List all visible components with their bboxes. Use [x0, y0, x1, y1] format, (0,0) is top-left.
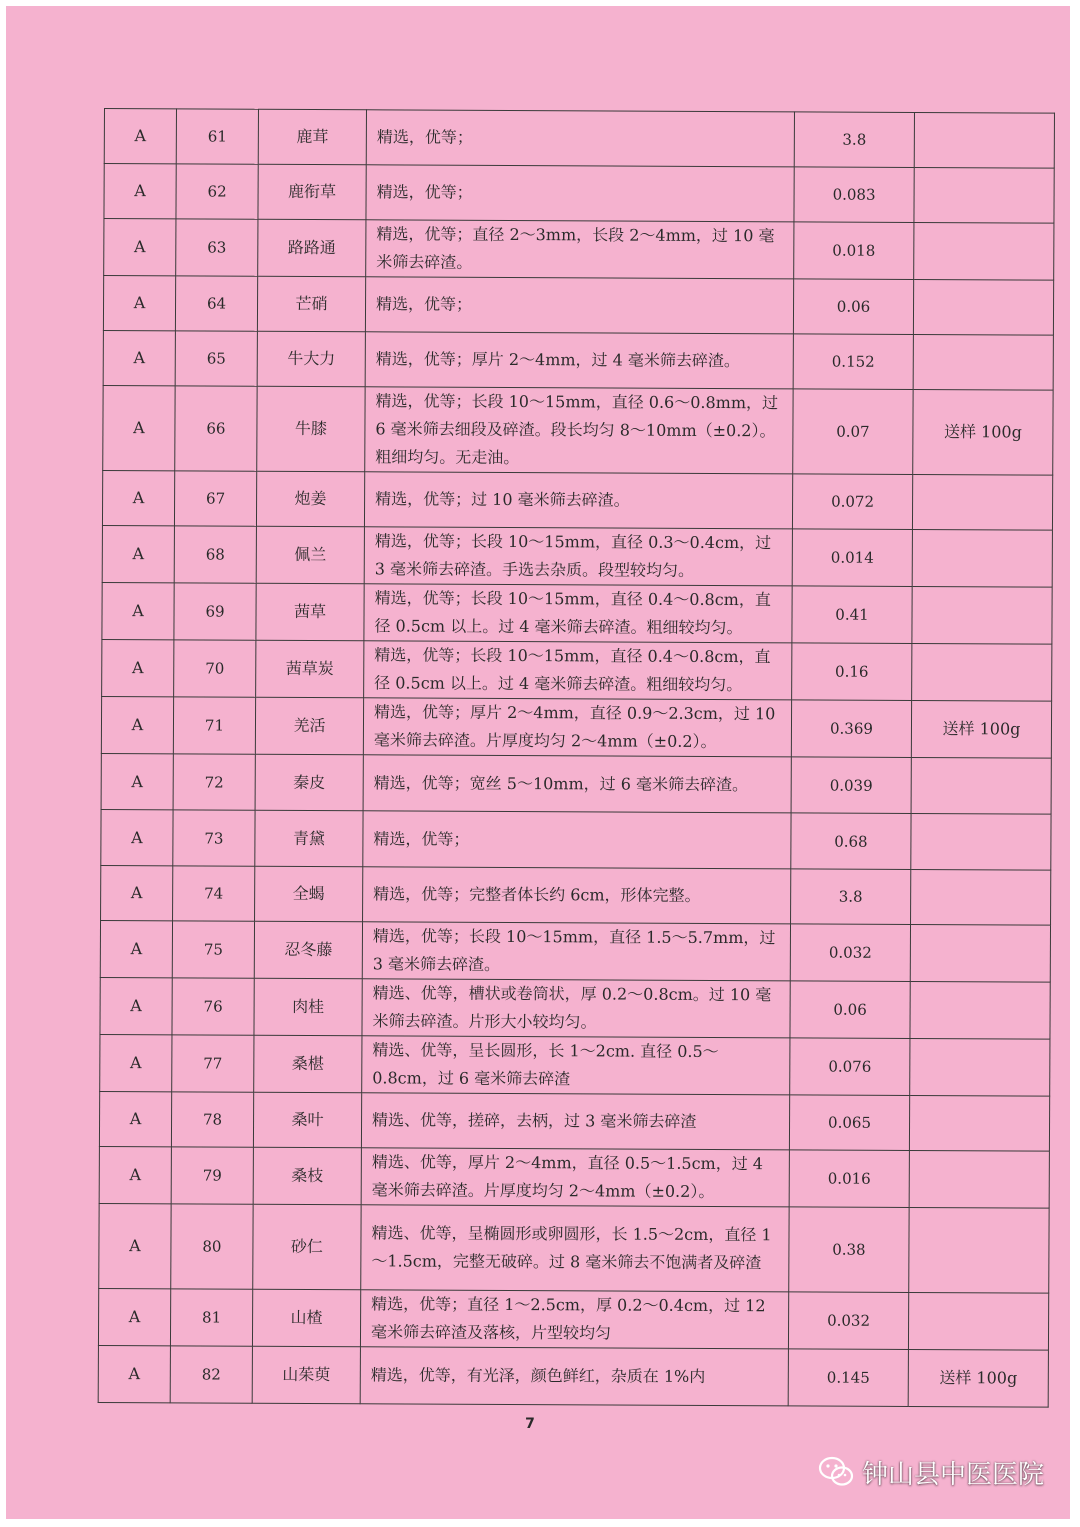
- table-row: [102, 525, 1052, 587]
- row-specification: 精选、优等，呈椭圆形或卵圆形，长 1.5～2cm，直径 1～1.5cm，完整无破碎。过 8 毫米筛去不饱满者及碎渣: [361, 1205, 789, 1292]
- row-number: 61: [176, 109, 258, 164]
- watermark-text: 钟山县中医医院: [862, 1459, 1045, 1490]
- row-number: 70: [174, 640, 256, 697]
- row-specification: 精选，优等；: [365, 277, 793, 334]
- row-specification: 精选，优等；宽丝 5～10mm，过 6 毫米筛去碎渣。: [363, 755, 791, 813]
- row-grade: A: [101, 753, 173, 809]
- row-number: 72: [173, 754, 255, 810]
- row-price: 0.369: [791, 700, 911, 758]
- row-note: [911, 757, 1051, 814]
- row-number: 65: [175, 331, 257, 386]
- row-herb-name: 炮姜: [256, 471, 364, 527]
- row-herb-name: 山茱萸: [252, 1346, 360, 1404]
- row-note: [909, 1207, 1049, 1293]
- row-number: 63: [176, 219, 258, 276]
- row-number: 67: [174, 471, 256, 526]
- row-herb-name: 茜草: [256, 583, 364, 641]
- row-specification: 精选，优等；: [363, 811, 791, 869]
- page-number: 7: [525, 1416, 535, 1432]
- row-price: 0.076: [790, 1038, 910, 1096]
- row-price: 0.014: [792, 529, 912, 587]
- row-number: 68: [174, 526, 256, 583]
- row-price: 0.072: [792, 474, 912, 530]
- row-specification: 精选、优等，厚片 2～4mm，直径 0.5～1.5cm，过 4 毫米筛去碎渣。片厚度均匀 2～4mm（±0.2）。: [361, 1148, 789, 1207]
- row-price: 0.68: [791, 813, 911, 870]
- table-row: [104, 109, 1054, 169]
- row-herb-name: 路路通: [258, 219, 366, 277]
- row-specification: 精选，优等；过 10 毫米筛去碎渣。: [364, 472, 792, 529]
- table-row: [103, 276, 1053, 336]
- row-specification: 精选，优等；: [366, 165, 794, 222]
- row-specification: 精选、优等，搓碎，去柄，过 3 毫米筛去碎渣: [361, 1093, 789, 1150]
- row-number: 74: [173, 866, 255, 921]
- row-number: 66: [175, 386, 257, 471]
- row-note: 送样 100g: [908, 1349, 1048, 1407]
- row-herb-name: 桑枝: [253, 1147, 361, 1205]
- row-number: 76: [172, 978, 254, 1035]
- table-row: [98, 1345, 1048, 1407]
- row-price: 0.07: [793, 389, 913, 475]
- table-row: [99, 1146, 1049, 1208]
- row-price: 3.8: [791, 869, 911, 925]
- row-grade: A: [98, 1288, 170, 1345]
- row-herb-name: 砂仁: [253, 1204, 361, 1290]
- row-note: [909, 1150, 1049, 1208]
- row-grade: A: [102, 470, 174, 525]
- row-grade: A: [102, 639, 174, 696]
- row-herb-name: 牛大力: [257, 331, 365, 387]
- table-body: [98, 109, 1054, 1408]
- row-price: 0.152: [793, 334, 913, 390]
- row-note: [909, 1095, 1049, 1151]
- row-herb-name: 青黛: [255, 810, 363, 867]
- row-price: 0.032: [790, 924, 910, 982]
- row-note: [913, 334, 1053, 390]
- row-number: 73: [173, 810, 255, 866]
- row-note: [912, 586, 1052, 644]
- row-specification: 精选，优等；完整者体长约 6cm，形体完整。: [363, 867, 791, 924]
- row-number: 80: [171, 1204, 253, 1289]
- table-row: [100, 977, 1050, 1039]
- row-herb-name: 茜草炭: [256, 640, 364, 698]
- row-grade: A: [99, 1146, 171, 1203]
- row-number: 75: [172, 921, 254, 978]
- row-specification: 精选、优等，呈长圆形，长 1～2cm. 直径 0.5～0.8cm，过 6 毫米筛去碎渣: [362, 1036, 790, 1095]
- row-price: 0.38: [789, 1207, 909, 1293]
- row-grade: A: [104, 164, 176, 219]
- row-note: [911, 869, 1051, 925]
- row-herb-name: 鹿茸: [258, 109, 366, 165]
- table-row: [98, 1288, 1048, 1350]
- row-price: 0.083: [794, 167, 914, 223]
- row-herb-name: 山楂: [252, 1289, 360, 1347]
- row-herb-name: 秦皮: [255, 754, 363, 811]
- row-grade: A: [100, 1034, 172, 1091]
- row-number: 62: [176, 164, 258, 219]
- row-number: 69: [174, 583, 256, 640]
- row-specification: 精选，优等；长段 10～15mm，直径 0.6～0.8mm，过 6 毫米筛去细段及碎渣。段长均匀 8～10mm（±0.2）。粗细均匀。无走油。: [365, 387, 793, 474]
- row-note: [914, 222, 1054, 280]
- row-note: [912, 474, 1052, 530]
- row-price: 0.06: [790, 981, 910, 1039]
- row-note: 送样 100g: [911, 700, 1051, 758]
- row-specification: 精选，优等；长段 10～15mm，直径 0.3～0.4cm，过 3 毫米筛去碎渣。手选去杂质。段型较均匀。: [364, 527, 792, 586]
- table-row: [101, 753, 1051, 814]
- table-row: [103, 330, 1053, 390]
- row-herb-name: 佩兰: [256, 526, 364, 584]
- row-specification: 精选，优等；直径 2～3mm，长段 2～4mm，过 10 毫米筛去碎渣。: [366, 220, 794, 279]
- row-herb-name: 芒硝: [257, 276, 365, 332]
- row-grade: A: [103, 276, 175, 331]
- wechat-icon: [818, 1456, 854, 1488]
- row-herb-name: 桑叶: [253, 1092, 361, 1148]
- table-row: [104, 219, 1054, 281]
- row-grade: A: [100, 977, 172, 1034]
- row-grade: A: [101, 696, 173, 753]
- row-specification: 精选，优等；厚片 2～4mm，直径 0.9～2.3cm，过 10 毫米筛去碎渣。片厚度均匀 2～4mm（±0.2）。: [363, 698, 791, 757]
- row-price: 0.41: [792, 586, 912, 644]
- row-note: [913, 279, 1053, 335]
- table-row: [101, 696, 1051, 758]
- table-row: [101, 809, 1051, 870]
- row-note: [910, 924, 1050, 982]
- table-row: [102, 470, 1052, 530]
- row-specification: 精选，优等；长段 10～15mm，直径 0.4～0.8cm，直径 0.5cm 以上。过 4 毫米筛去碎渣。粗细较均匀。: [364, 641, 792, 700]
- row-herb-name: 全蝎: [255, 866, 363, 922]
- row-price: 0.06: [793, 279, 913, 335]
- row-specification: 精选，优等；厚片 2～4mm，过 4 毫米筛去碎渣。: [365, 332, 793, 389]
- row-number: 81: [170, 1289, 252, 1346]
- row-grade: A: [100, 920, 172, 977]
- table-row: [102, 639, 1052, 701]
- row-herb-name: 肉桂: [254, 978, 362, 1036]
- table-row: [103, 385, 1053, 475]
- row-note: 送样 100g: [913, 389, 1053, 475]
- row-note: [914, 167, 1054, 223]
- row-number: 82: [170, 1346, 252, 1403]
- row-grade: A: [103, 385, 175, 470]
- row-specification: 精选，优等；长段 10～15mm，直径 0.4～0.8cm，直径 0.5cm 以上。过 4 毫米筛去碎渣。粗细较均匀。: [364, 584, 792, 643]
- row-grade: A: [101, 865, 173, 920]
- row-number: 79: [171, 1147, 253, 1204]
- row-herb-name: 鹿衔草: [258, 164, 366, 220]
- row-specification: 精选、优等，槽状或卷筒状，厚 0.2～0.8cm。过 10 毫米筛去碎渣。片形大小较均匀。: [362, 979, 790, 1038]
- row-grade: A: [102, 525, 174, 582]
- table-row: [100, 1034, 1050, 1096]
- row-specification: 精选，优等；长段 10～15mm，直径 1.5～5.7mm，过 3 毫米筛去碎渣。: [362, 922, 790, 981]
- row-price: 0.065: [789, 1095, 909, 1151]
- row-number: 64: [175, 276, 257, 331]
- row-grade: A: [104, 109, 176, 164]
- row-number: 77: [172, 1035, 254, 1092]
- row-grade: A: [99, 1203, 171, 1288]
- row-grade: A: [102, 582, 174, 639]
- row-herb-name: 桑椹: [254, 1035, 362, 1093]
- row-note: [910, 981, 1050, 1039]
- table-row: [99, 1091, 1049, 1151]
- row-specification: 精选，优等，有光泽，颜色鲜红，杂质在 1%内: [360, 1347, 788, 1406]
- table-row: [102, 582, 1052, 644]
- table-row: [99, 1203, 1049, 1293]
- row-price: 0.145: [788, 1349, 908, 1407]
- row-number: 78: [171, 1092, 253, 1147]
- row-note: [911, 813, 1051, 870]
- watermark: [818, 1452, 1044, 1492]
- row-grade: A: [103, 330, 175, 385]
- row-price: 3.8: [794, 112, 914, 168]
- row-grade: A: [99, 1091, 171, 1146]
- row-herb-name: 忍冬藤: [254, 921, 362, 979]
- row-grade: A: [104, 219, 176, 276]
- row-specification: 精选，优等；直径 1～2.5cm，厚 0.2～0.4cm，过 12 毫米筛去碎渣及落核，片型较均匀: [360, 1290, 788, 1349]
- row-price: 0.016: [789, 1150, 909, 1208]
- row-herb-name: 羌活: [255, 697, 363, 755]
- row-specification: 精选，优等；: [366, 110, 794, 167]
- row-note: [914, 112, 1054, 168]
- row-note: [908, 1292, 1048, 1350]
- row-price: 0.16: [792, 643, 912, 701]
- table-row: [100, 920, 1050, 982]
- row-note: [912, 529, 1052, 587]
- row-price: 0.032: [788, 1292, 908, 1350]
- row-note: [910, 1038, 1050, 1096]
- row-herb-name: 牛膝: [257, 386, 365, 472]
- table-row: [101, 865, 1051, 925]
- row-grade: A: [101, 809, 173, 865]
- row-price: 0.039: [791, 757, 911, 814]
- row-price: 0.018: [794, 222, 914, 280]
- herb-spec-table: [98, 108, 1055, 1408]
- table-row: [104, 164, 1054, 224]
- row-number: 71: [173, 697, 255, 754]
- row-grade: A: [98, 1345, 170, 1402]
- row-note: [912, 643, 1052, 701]
